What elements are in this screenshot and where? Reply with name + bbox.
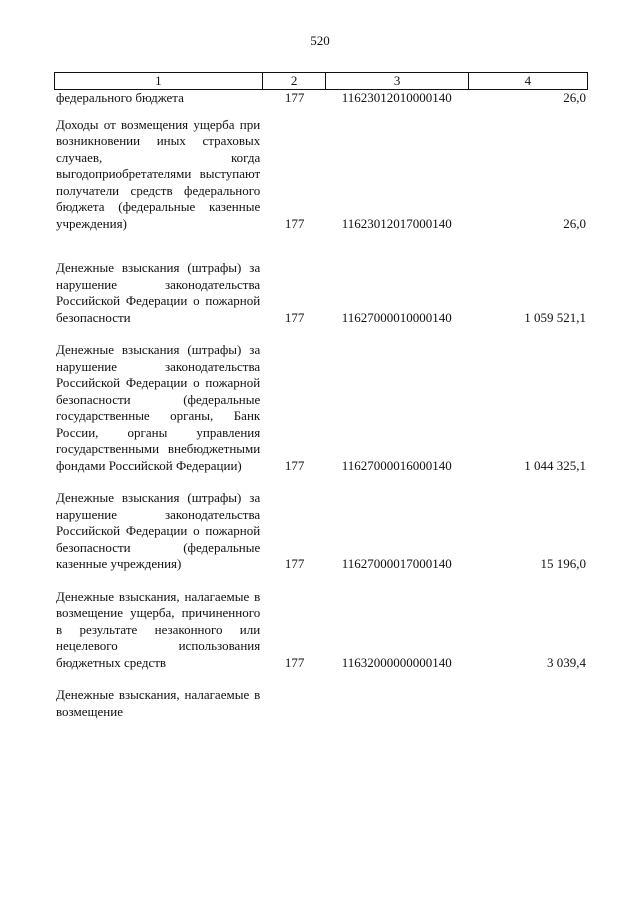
row-admin-code: 177 — [284, 309, 305, 325]
row-admin-code: 177 — [284, 90, 305, 105]
row-budget-code: 11627000016000140 — [341, 457, 452, 473]
row-amount: 15 196,0 — [540, 556, 586, 571]
row-budget-code: 11623012010000140 — [341, 90, 452, 105]
row-amount: 1 059 521,1 — [524, 309, 586, 325]
row-description: Денежные взыскания, налагаемые в возмещение ущерба, причиненного в результате незаконного или нецелевого использования бюджетных средств — [56, 588, 261, 670]
row-admin-code: 177 — [284, 457, 305, 473]
row-amount: 3 039,4 — [547, 654, 586, 670]
table-row — [54, 90, 586, 107]
header-col-4: 4 — [468, 73, 587, 89]
row-amount: 26,0 — [563, 90, 586, 105]
row-description: Денежные взыскания (штрафы) за нарушение законодательства Российской Федерации о пожарной безопасности (федеральные казенные учреждения) — [56, 490, 261, 571]
table-body — [54, 90, 586, 720]
table-row — [54, 589, 586, 672]
row-budget-code: 11627000017000140 — [341, 556, 452, 571]
row-amount: 1 044 325,1 — [524, 457, 586, 473]
row-description: Денежные взыскания, налагаемые в возмещение — [56, 687, 261, 719]
row-budget-code: 11627000010000140 — [341, 309, 452, 325]
table-header — [54, 72, 588, 90]
row-admin-code: 177 — [284, 215, 305, 231]
header-col-2: 2 — [262, 73, 326, 89]
table-row — [54, 342, 586, 474]
row-budget-code: 11632000000000140 — [341, 654, 452, 670]
row-description: Доходы от возмещения ущерба при возникновении иных страховых случаев, когда выгодоприобретателями выступают получатели средств федерального бюджета (федеральные казенные учреждения) — [56, 116, 261, 231]
table-row — [54, 490, 586, 573]
row-admin-code: 177 — [284, 654, 305, 670]
table-row — [54, 260, 586, 326]
table-row — [54, 117, 586, 233]
row-admin-code: 177 — [284, 556, 305, 571]
row-description: федерального бюджета — [56, 90, 184, 105]
page-number: 520 — [310, 33, 330, 48]
table-row — [54, 687, 586, 720]
row-amount: 26,0 — [563, 215, 586, 231]
header-col-1: 1 — [155, 73, 162, 88]
row-description: Денежные взыскания (штрафы) за нарушение законодательства Российской Федерации о пожарной безопасности — [56, 260, 261, 325]
header-col-3: 3 — [325, 73, 467, 89]
row-budget-code: 11623012017000140 — [341, 215, 452, 231]
row-description: Денежные взыскания (штрафы) за нарушение законодательства Российской Федерации о пожарной безопасности (федеральные государственные органы, Банк России, органы управления государственными внебюджетными фондами Российской Федерации) — [56, 342, 261, 473]
